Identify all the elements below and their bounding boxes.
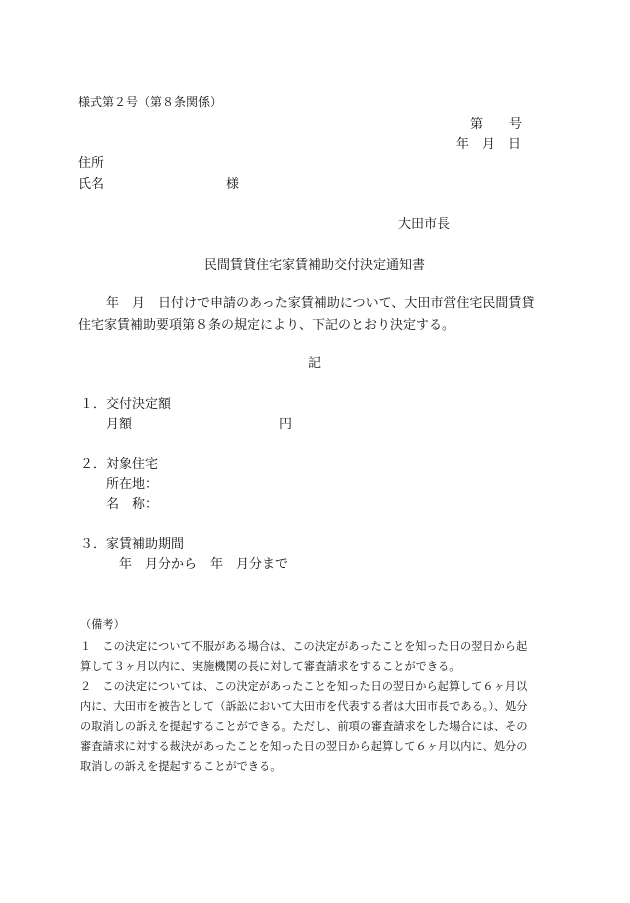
form-number: 様式第２号（第８条関係） (78, 95, 223, 109)
document-title: 民間賃貸住宅家賃補助交付決定通知書 (204, 258, 426, 273)
subsidy-period: 年 月分から 年 月分まで (119, 557, 289, 572)
section-3-heading: ３．家賃補助期間 (80, 537, 185, 552)
ki-heading: 記 (308, 356, 322, 371)
address-label: 住所 (78, 156, 105, 171)
location-label: 所在地： (106, 477, 159, 492)
document-number: 第 号 (470, 117, 523, 132)
section-1-heading: １．交付決定額 (80, 397, 172, 412)
notes-line: 審査請求に対する裁決があったことを知った日の翌日から起算して６ヶ月以内に、処分の (80, 740, 528, 753)
notes-line: の取消しの訴えを提起することができる。ただし、前項の審査請求をした場合には、その (80, 720, 528, 733)
notes-line: ２ この決定については、この決定があったことを知った日の翌日から起算して６ヶ月以 (80, 680, 528, 693)
issuer: 大田市長 (398, 217, 451, 232)
body-line-1: 年 月 日付けで申請のあった家賃補助について、大田市営住宅民間賃貸 (106, 296, 535, 311)
monthly-amount-label: 月額 (106, 417, 133, 432)
notes-line: 算して３ヶ月以内に、実施機関の長に対して審査請求をすることができる。 (80, 660, 461, 673)
notes-line: 内に、大田市を被告として（訴訟において大田市を代表する者は大田市長である。）、処分 (80, 700, 528, 713)
section-2-heading: ２．対象住宅 (80, 457, 159, 472)
issue-date: 年 月 日 (456, 137, 522, 152)
name-label: 氏名 (78, 177, 105, 192)
honorific: 様 (226, 177, 240, 192)
notes-line: 取消しの訴えを提起することができる。 (80, 760, 282, 773)
body-line-2: 住宅家賃補助要項第８条の規定により、下記のとおり決定する。 (78, 318, 456, 333)
notes-line: １ この決定について不服がある場合は、この決定があったことを知った日の翌日から起 (80, 640, 528, 653)
notes-heading: （備考） (80, 618, 125, 631)
yen-unit: 円 (279, 417, 293, 432)
property-name-label: 名 称： (106, 497, 159, 512)
